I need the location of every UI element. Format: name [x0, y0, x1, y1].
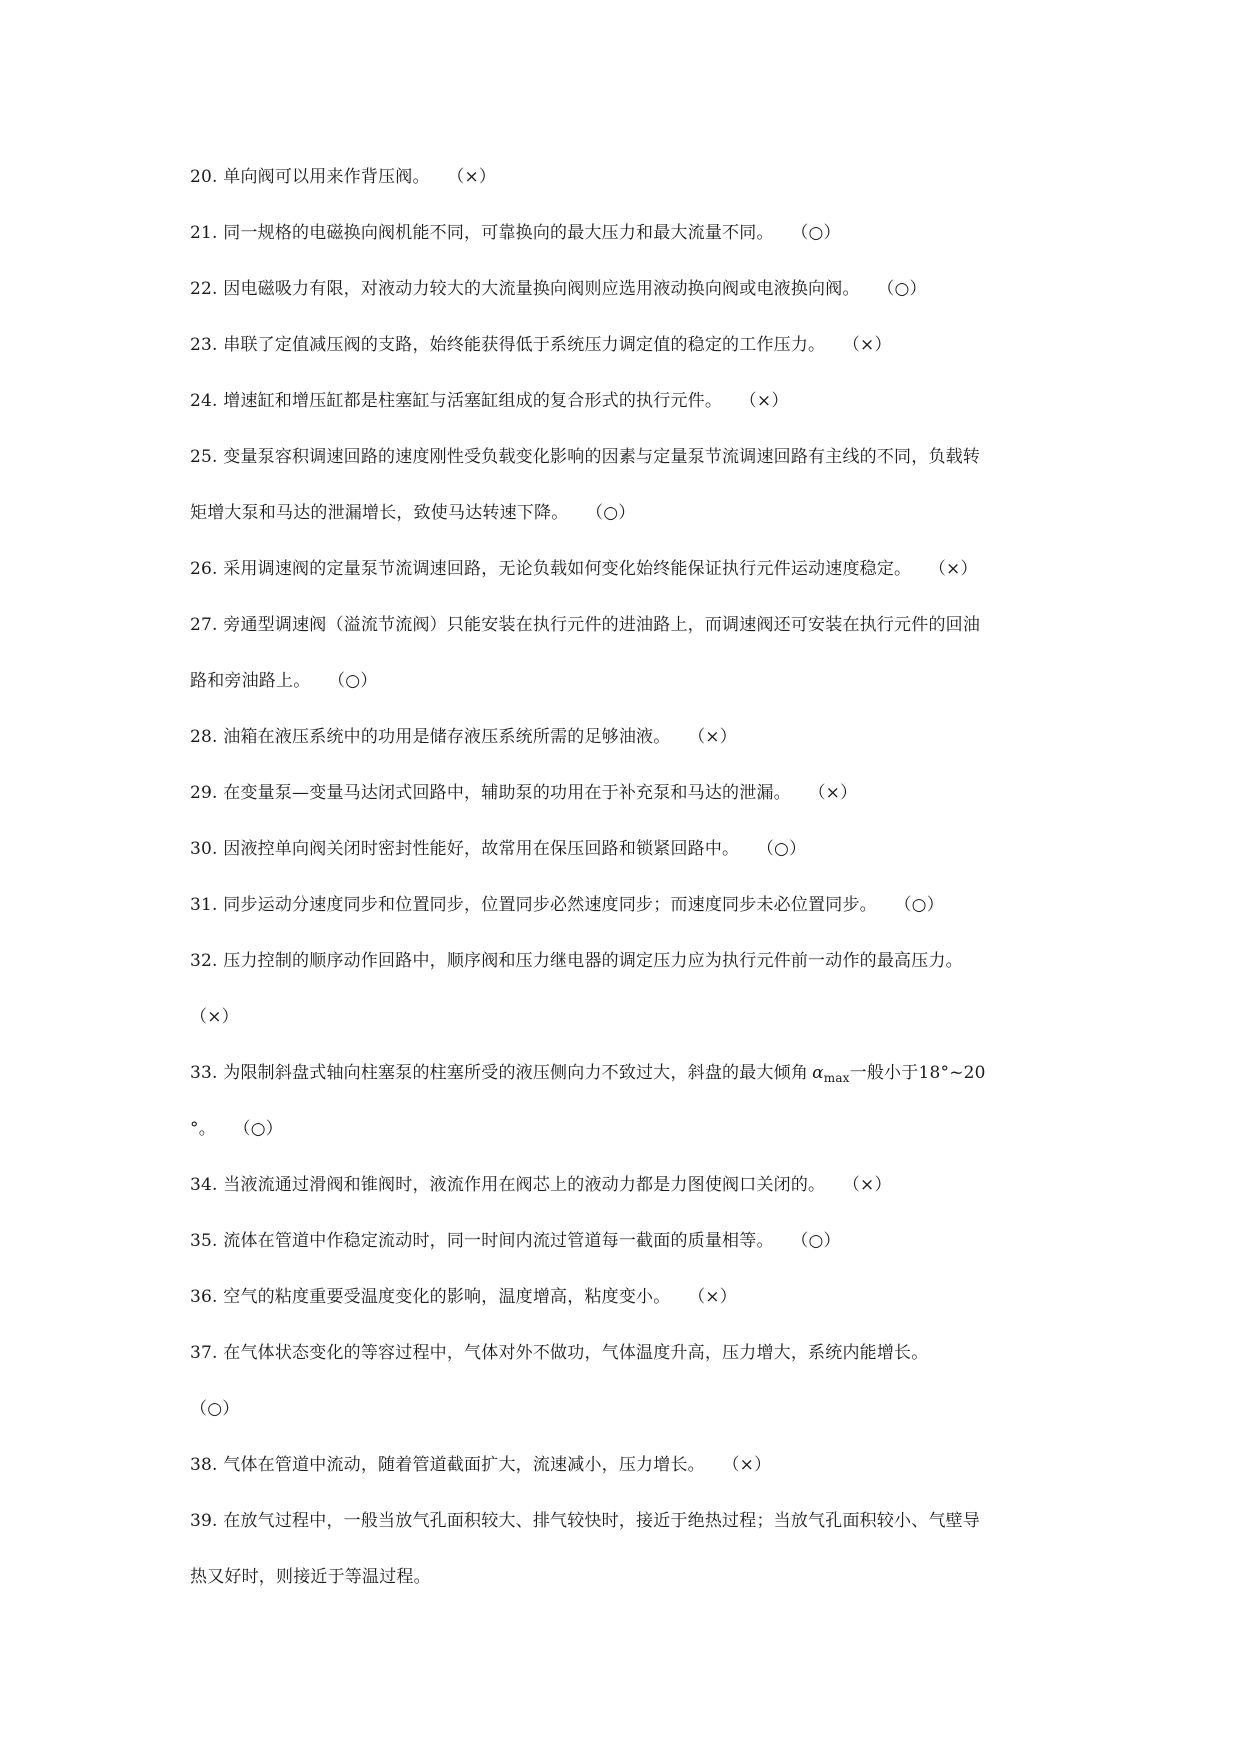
item-31	[190, 888, 1060, 944]
item-text: 采用调速阀的定量泵节流调速回路，无论负载如何变化始终能保证执行元件运动速度稳定。	[223, 559, 912, 579]
item-33-continued	[190, 1112, 1060, 1168]
item-39-continued	[190, 1560, 1060, 1616]
item-text: 流体在管道中作稳定流动时，同一时间内流过管道每一截面的质量相等。	[223, 1231, 774, 1251]
item-38	[190, 1448, 1060, 1504]
answer-mark: （×）	[447, 167, 497, 187]
question-list	[190, 160, 1060, 1616]
item-number: 20.	[190, 167, 218, 187]
item-29	[190, 776, 1060, 832]
item-36	[190, 1280, 1060, 1336]
answer-mark: （○）	[586, 503, 636, 523]
item-text-continued: 矩增大泵和马达的泄漏增长，致使马达转速下降。	[190, 503, 569, 523]
item-text: 变量泵容积调速回路的速度刚性受负载变化影响的因素与定量泵节流调速回路有主线的不同，负载转	[223, 447, 981, 467]
item-number: 30.	[190, 839, 218, 859]
item-number: 22.	[190, 279, 218, 299]
item-32	[190, 944, 1060, 1000]
item-number: 24.	[190, 391, 218, 411]
item-text: 在气体状态变化的等容过程中，气体对外不做功，气体温度升高，压力增大，系统内能增长。	[223, 1343, 929, 1363]
item-number: 35.	[190, 1231, 218, 1251]
item-22	[190, 272, 1060, 328]
item-text: 因电磁吸力有限，对液动力较大的大流量换向阀则应选用液动换向阀或电液换向阀。	[223, 279, 860, 299]
item-33	[190, 1056, 1060, 1112]
subscript-max: max	[823, 1071, 850, 1085]
item-number: 29.	[190, 783, 218, 803]
item-34	[190, 1168, 1060, 1224]
item-text: 油箱在液压系统中的功用是储存液压系统所需的足够油液。	[223, 727, 671, 747]
answer-mark: （×）	[739, 391, 789, 411]
item-text: 同一规格的电磁换向阀机能不同，可靠换向的最大压力和最大流量不同。	[223, 223, 774, 243]
item-text: 气体在管道中流动，随着管道截面扩大，流速减小，压力增长。	[223, 1455, 705, 1475]
item-number: 36.	[190, 1287, 218, 1307]
item-30	[190, 832, 1060, 888]
item-37-continued	[190, 1392, 1060, 1448]
item-number: 21.	[190, 223, 218, 243]
item-text-tail: 一般小于18°~20	[849, 1063, 986, 1083]
answer-mark: （×）	[808, 783, 858, 803]
answer-mark: （×）	[842, 335, 892, 355]
answer-mark: （○）	[328, 671, 378, 691]
answer-mark: （○）	[791, 223, 841, 243]
item-text: 压力控制的顺序动作回路中，顺序阀和压力继电器的调定压力应为执行元件前一动作的最高压力。	[223, 951, 963, 971]
item-number: 31.	[190, 895, 218, 915]
item-number: 25.	[190, 447, 218, 467]
item-28	[190, 720, 1060, 776]
answer-mark: （×）	[928, 559, 978, 579]
item-39	[190, 1504, 1060, 1560]
item-text-continued: 热又好时，则接近于等温过程。	[190, 1567, 431, 1587]
answer-mark: （○）	[756, 839, 807, 859]
item-24	[190, 384, 1060, 440]
item-text: 当液流通过滑阀和锥阀时，液流作用在阀芯上的液动力都是力图使阀口关闭的。	[223, 1175, 826, 1195]
answer-mark: （○）	[791, 1231, 841, 1251]
answer-mark: （○）	[233, 1119, 283, 1139]
item-text: 旁通型调速阀（溢流节流阀）只能安装在执行元件的进油路上，而调速阀还可安装在执行元件的回油	[223, 615, 981, 635]
answer-mark: （○）	[894, 895, 944, 915]
item-text: 在放气过程中，一般当放气孔面积较大、排气较快时，接近于绝热过程；当放气孔面积较小、气壁导	[223, 1511, 981, 1531]
answer-mark: （×）	[688, 727, 737, 747]
item-text: 串联了定值减压阀的支路，始终能获得低于系统压力调定值的稳定的工作压力。	[223, 335, 826, 355]
item-number: 39.	[190, 1511, 218, 1531]
alpha-symbol: α	[812, 1063, 824, 1083]
item-text-continued: °。	[190, 1119, 216, 1139]
item-number: 26.	[190, 559, 218, 579]
item-21	[190, 216, 1060, 272]
item-25	[190, 440, 1060, 496]
item-number: 34.	[190, 1175, 218, 1195]
item-text: 因液控单向阀关闭时密封性能好，故常用在保压回路和锁紧回路中。	[223, 839, 740, 859]
answer-mark: （○）	[877, 279, 927, 299]
item-20	[190, 160, 1060, 216]
answer-mark: （×）	[842, 1175, 892, 1195]
item-37	[190, 1336, 1060, 1392]
answer-mark: （○）	[190, 1399, 240, 1419]
item-number: 33.	[190, 1063, 218, 1083]
answer-mark: （×）	[722, 1455, 772, 1475]
item-23	[190, 328, 1060, 384]
answer-mark: （×）	[688, 1287, 737, 1307]
item-number: 27.	[190, 615, 218, 635]
item-number: 23.	[190, 335, 218, 355]
item-27-continued	[190, 664, 1060, 720]
item-number: 38.	[190, 1455, 218, 1475]
item-text: 同步运动分速度同步和位置同步，位置同步必然速度同步；而速度同步未必位置同步。	[223, 895, 877, 915]
item-27	[190, 608, 1060, 664]
item-number: 37.	[190, 1343, 218, 1363]
item-text: 为限制斜盘式轴向柱塞泵的柱塞所受的液压侧向力不致过大，斜盘的最大倾角	[223, 1063, 809, 1083]
item-text: 增速缸和增压缸都是柱塞缸与活塞缸组成的复合形式的执行元件。	[223, 391, 723, 411]
item-26	[190, 552, 1060, 608]
item-35	[190, 1224, 1060, 1280]
item-text: 空气的粘度重要受温度变化的影响，温度增高，粘度变小。	[223, 1287, 671, 1307]
item-text: 在变量泵—变量马达闭式回路中，辅助泵的功用在于补充泵和马达的泄漏。	[223, 783, 791, 803]
item-text-continued: 路和旁油路上。	[190, 671, 311, 691]
item-25-continued	[190, 496, 1060, 552]
answer-mark: （×）	[190, 1007, 239, 1027]
item-32-continued	[190, 1000, 1060, 1056]
item-number: 32.	[190, 951, 218, 971]
item-number: 28.	[190, 727, 218, 747]
item-text: 单向阀可以用来作背压阀。	[223, 167, 430, 187]
